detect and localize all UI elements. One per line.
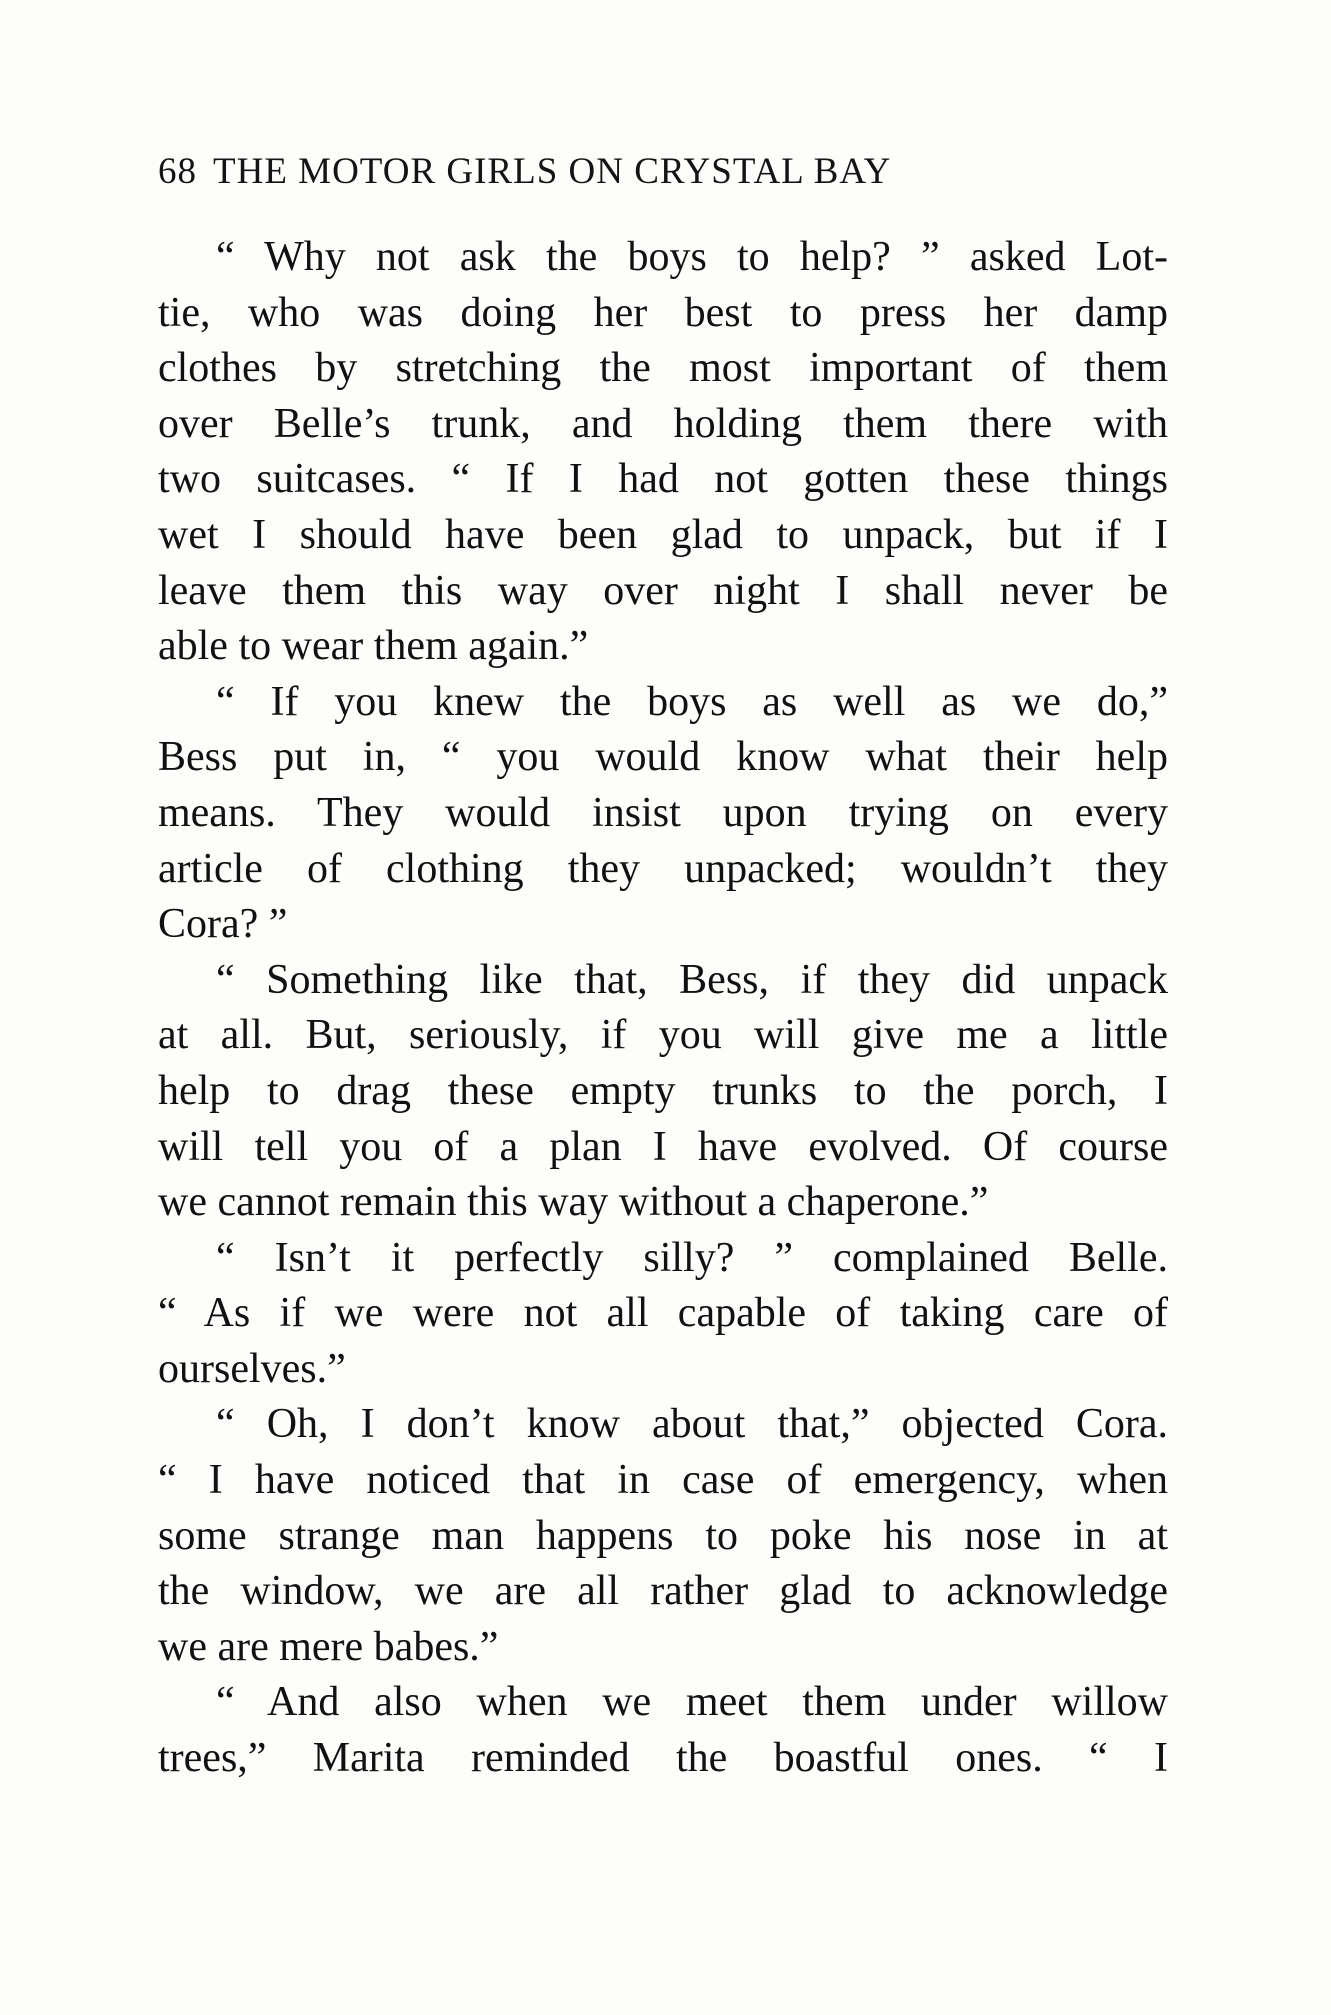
text-line: “ Something like that, Bess, if they did unpack <box>216 956 1168 1003</box>
paragraph <box>158 1675 1168 1786</box>
text-line: Cora? ” <box>158 901 288 948</box>
text-line: wet I should have been glad to unpack, but if I <box>158 511 1168 558</box>
text-line: “ Oh, I don’t know about that,” objected Cora. <box>216 1401 1168 1448</box>
paragraph <box>158 1231 1168 1398</box>
body-text <box>158 230 1168 1787</box>
text-line: “ I have noticed that in case of emergency, when <box>158 1457 1168 1504</box>
text-line: we cannot remain this way without a chaperone.” <box>158 1179 989 1226</box>
page-number: 68 <box>158 151 197 192</box>
text-line: trees,” Marita reminded the boastful ones. “ I <box>158 1735 1168 1782</box>
running-title: THE MOTOR GIRLS ON CRYSTAL BAY <box>213 151 892 192</box>
text-line: tie, who was doing her best to press her damp <box>158 289 1168 336</box>
text-line: at all. But, seriously, if you will give me a little <box>158 1012 1168 1059</box>
text-line: means. They would insist upon trying on every <box>158 789 1168 836</box>
text-line: two suitcases. “ If I had not gotten these things <box>158 456 1168 503</box>
paragraph <box>158 953 1168 1231</box>
text-line: “ Why not ask the boys to help? ” asked Lot- <box>216 234 1168 280</box>
text-line: “ And also when we meet them under willow <box>216 1679 1168 1726</box>
paragraph <box>158 230 1168 675</box>
text-line: the window, we are all rather glad to acknowledge <box>158 1568 1168 1615</box>
text-line: ourselves.” <box>158 1345 346 1392</box>
text-line: “ If you knew the boys as well as we do,” <box>216 678 1168 725</box>
text-line: will tell you of a plan I have evolved. Of course <box>158 1123 1168 1170</box>
text-line: some strange man happens to poke his nose in at <box>158 1512 1168 1559</box>
text-line: we are mere babes.” <box>158 1623 499 1670</box>
text-line: clothes by stretching the most important of them <box>158 345 1168 392</box>
paragraph <box>158 1397 1168 1675</box>
running-header <box>158 150 1168 193</box>
text-line: article of clothing they unpacked; wouldn’t they <box>158 845 1168 892</box>
text-line: Bess put in, “ you would know what their help <box>158 734 1168 781</box>
text-line: “ As if we were not all capable of taking care of <box>158 1290 1168 1337</box>
text-line: able to wear them again.” <box>158 623 589 670</box>
text-line: leave them this way over night I shall never be <box>158 567 1168 614</box>
text-line: “ Isn’t it perfectly silly? ” complained Belle. <box>216 1234 1168 1281</box>
text-line: over Belle’s trunk, and holding them there with <box>158 400 1168 447</box>
text-line: help to drag these empty trunks to the porch, I <box>158 1067 1168 1114</box>
paragraph <box>158 675 1168 953</box>
